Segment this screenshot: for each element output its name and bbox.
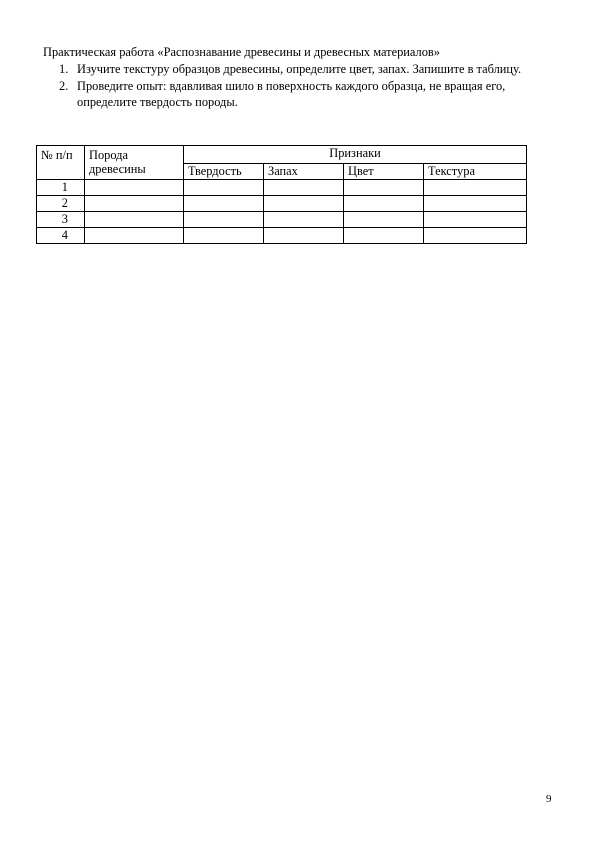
header-number: № п/п <box>37 146 85 180</box>
table-row <box>37 180 527 196</box>
cell-species[interactable] <box>85 212 184 228</box>
cell-smell[interactable] <box>264 228 344 244</box>
task-number: 2. <box>59 78 69 93</box>
cell-smell[interactable] <box>264 212 344 228</box>
cell-hardness[interactable] <box>184 212 264 228</box>
observation-table <box>36 145 527 244</box>
cell-species[interactable] <box>85 180 184 196</box>
row-number: 1 <box>37 180 85 196</box>
cell-smell[interactable] <box>264 196 344 212</box>
cell-species[interactable] <box>85 228 184 244</box>
cell-texture[interactable] <box>424 212 527 228</box>
table-row <box>37 212 527 228</box>
table-row <box>37 196 527 212</box>
header-features-group: Признаки <box>184 146 527 164</box>
page-number: 9 <box>546 793 552 805</box>
table-row <box>37 228 527 244</box>
cell-color[interactable] <box>344 196 424 212</box>
cell-smell[interactable] <box>264 180 344 196</box>
header-species: Порода древесины <box>85 146 184 180</box>
row-number: 2 <box>37 196 85 212</box>
cell-hardness[interactable] <box>184 180 264 196</box>
cell-color[interactable] <box>344 228 424 244</box>
task-item-1 <box>54 61 544 78</box>
header-color: Цвет <box>344 164 424 180</box>
cell-hardness[interactable] <box>184 196 264 212</box>
row-number: 4 <box>37 228 85 244</box>
cell-texture[interactable] <box>424 180 527 196</box>
row-number: 3 <box>37 212 85 228</box>
table-header-row <box>37 146 527 164</box>
cell-color[interactable] <box>344 180 424 196</box>
task-number: 1. <box>59 62 69 76</box>
cell-color[interactable] <box>344 212 424 228</box>
header-hardness: Твердость <box>184 164 264 180</box>
cell-texture[interactable] <box>424 228 527 244</box>
cell-hardness[interactable] <box>184 228 264 244</box>
header-texture: Текстура <box>424 164 527 180</box>
cell-texture[interactable] <box>424 196 527 212</box>
task-item-2 <box>54 78 544 111</box>
page-title: Практическая работа «Распознавание древесины и древесных материалов» <box>43 45 440 59</box>
task-list <box>54 61 544 111</box>
task-text: Изучите текстуру образцов древесины, определите цвет, запах. Запишите в таблицу. <box>77 62 522 76</box>
task-text: Проведите опыт: вдавливая шило в поверхность каждого образца, не вращая его, определите твердость породы. <box>77 78 506 109</box>
header-smell: Запах <box>264 164 344 180</box>
cell-species[interactable] <box>85 196 184 212</box>
